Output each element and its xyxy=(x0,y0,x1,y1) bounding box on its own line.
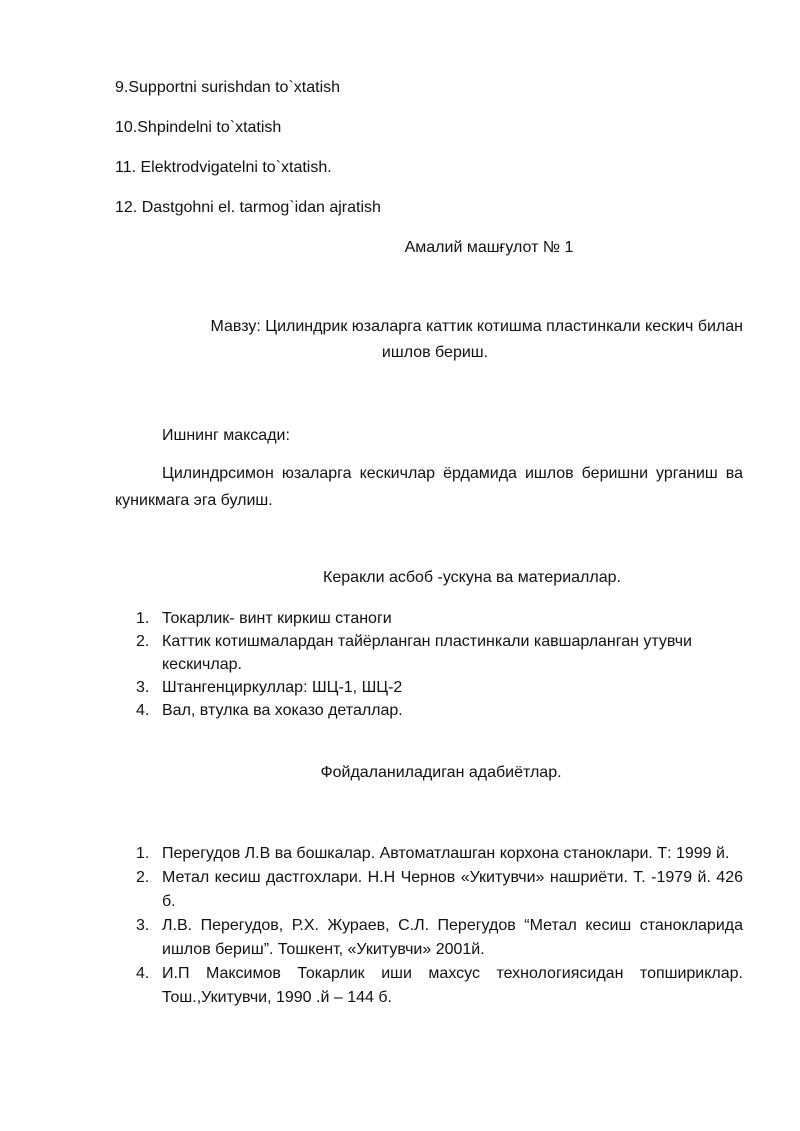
step-11: 11. Elektrodvigatelni to`xtatish. xyxy=(115,159,332,176)
refs-heading: Фойдаланиладиган адабиётлар. xyxy=(320,764,562,781)
list-item: 2. Каттик котишмалардан тайёрланган пластинкали кавшарланган утувчи кескичлар. xyxy=(136,633,692,673)
list-item: 3. Л.В. Перегудов, Р.Х. Жураев, С.Л. Перегудов “Метал кесиш станокларида ишлов бериш”. Тошкент, «Укитувчи» 2001й. xyxy=(136,917,743,958)
list-item: 4. Вал, втулка ва хоказо деталлар. xyxy=(136,702,403,719)
list-item: 1. Токарлик- винт киркиш станоги xyxy=(136,610,392,627)
list-item: 1. Перегудов Л.В ва бошкалар. Автоматлашган корхона станоклари. Т: 1999 й. xyxy=(136,845,730,862)
practical-title: Амалий машғулот № 1 xyxy=(404,239,574,256)
references-list xyxy=(115,842,743,1010)
tools-list xyxy=(115,607,743,722)
goal-text: Цилиндрсимон юзаларга кескичлар ёрдамида ишлов беришни урганиш ва куникмага эга булиш. xyxy=(115,465,743,509)
list-item: 4. И.П Максимов Токарлик иши махсус технологиясидан топшириклар. Тош.,Укитувчи, 1990 .й – 144 б. xyxy=(136,965,743,1006)
list-item: 2. Метал кесиш дастгохлари. Н.Н Чернов «Укитувчи» нашриёти. Т. -1979 й. 426 б. xyxy=(136,869,743,910)
step-9: 9.Supportni surishdan to`xtatish xyxy=(115,79,341,96)
list-item: 3. Штангенциркуллар: ШЦ-1, ШЦ-2 xyxy=(136,679,403,696)
step-12: 12. Dastgohni el. tarmog`idan ajratish xyxy=(115,199,381,216)
topic-line-1: Мавзу: Цилиндрик юзаларга каттик котишма пластинкали кескич билан xyxy=(210,318,743,335)
topic xyxy=(115,314,743,366)
topic-line-2: ишлов бериш. xyxy=(381,344,489,361)
tools-heading: Керакли асбоб -ускуна ва материаллар. xyxy=(323,569,621,586)
step-10: 10.Shpindelni to`xtatish xyxy=(115,119,282,136)
goal-heading: Ишнинг максади: xyxy=(162,427,290,444)
